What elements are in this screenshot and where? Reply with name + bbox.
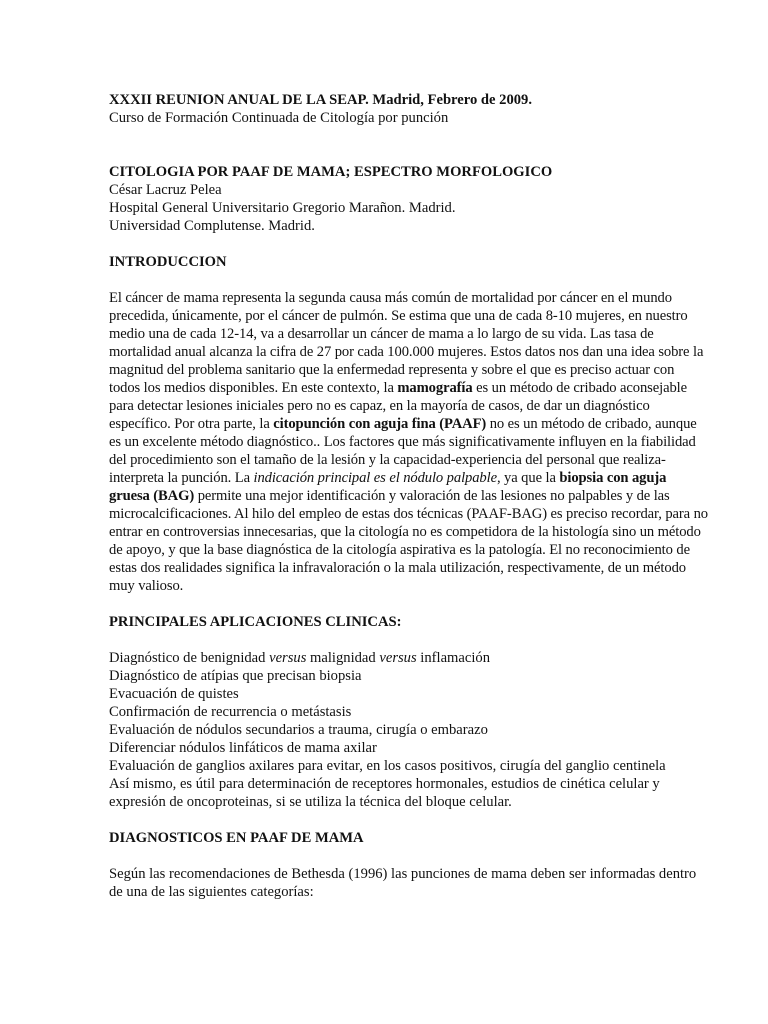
affiliation-university: Universidad Complutense. Madrid.	[109, 218, 315, 234]
application-item-8: Así mismo, es útil para determinación de receptores hormonales, estudios de cinética celular y expresión de oncoproteinas, si se utiliza la técnica del bloque celular.	[109, 776, 660, 810]
application-item-3: Evacuación de quistes	[109, 686, 239, 702]
term-bag: biopsia con aguja gruesa (BAG)	[109, 470, 667, 504]
intro-paragraph	[109, 289, 708, 595]
intro-text-5: permite una mejor identificación y valoración de las lesiones no palpables y de las microcalcificaciones. Al hilo del empleo de estas dos técnicas (PAAF-BAG) es preciso recordar, para no entrar en controversias innecesarias, que la citología no es competidora de la histología sino un método de apoyo, y que la base diagnóstica de la citología aspirativa es la patología. El no reconocimiento de estas dos realidades significa la infravaloración o la mala utilización, respectivamente, de un método muy valioso.	[109, 488, 708, 594]
intro-text-2: es un método de cribado aconsejable para detectar lesiones iniciales pero no es capaz, en la mayoría de casos, de dar un diagnóstico específico. Por otra parte, la	[109, 380, 687, 432]
intro-text-3: no es un método de cribado, aunque es un excelente método diagnóstico.. Los factores que más significativamente influyen en la fiabilidad del procedimiento son el tamaño de la lesión y la capacidad-experiencia del personal que realiza-interpreta la punción. La	[109, 416, 697, 486]
application-item-1-text-b: malignidad	[306, 650, 380, 666]
application-item-1	[109, 649, 708, 667]
article-title: CITOLOGIA POR PAAF DE MAMA; ESPECTRO MORFOLOGICO	[109, 164, 553, 180]
section-heading-aplicaciones: PRINCIPALES APLICACIONES CLINICAS:	[109, 614, 402, 630]
application-item-5: Evaluación de nódulos secundarios a trauma, cirugía o embarazo	[109, 722, 488, 738]
versus-1: versus	[269, 650, 307, 666]
term-indicacion: indicación principal es el nódulo palpable	[253, 470, 497, 486]
application-item-7: Evaluación de ganglios axilares para evitar, en los casos positivos, cirugía del ganglio centinela	[109, 758, 666, 774]
intro-text-1: El cáncer de mama representa la segunda causa más común de mortalidad por cáncer en el mundo precedida, únicamente, por el cáncer de pulmón. Se estima que una de cada 8-10 mujeres, en nuestro medio una de cada 12-14, va a desarrollar un cáncer de mama a lo largo de su vida. Las tasa de mortalidad anual alcanza la cifra de 27 por cada 100.000 mujeres. Estos datos nos dan una idea sobre la magnitud del problema sanitario que la enfermedad representa y sobre el que es preciso actuar con todos los medios disponibles. En este contexto, la	[109, 290, 704, 396]
section-heading-diagnosticos: DIAGNOSTICOS EN PAAF DE MAMA	[109, 830, 364, 846]
versus-2: versus	[379, 650, 417, 666]
section-heading-introduccion: INTRODUCCION	[109, 254, 227, 270]
diagnostics-paragraph: Según las recomendaciones de Bethesda (1996) las punciones de mama deben ser informadas dentro de una de las siguientes categorías:	[109, 866, 697, 900]
intro-text-4: , ya que la	[496, 470, 560, 486]
affiliation-hospital: Hospital General Universitario Gregorio Marañon. Madrid.	[109, 200, 456, 216]
term-mamografia: mamografía	[397, 380, 473, 396]
application-item-4: Confirmación de recurrencia o metástasis	[109, 704, 352, 720]
course-subtitle: Curso de Formación Continuada de Citología por punción	[109, 110, 449, 126]
application-item-6: Diferenciar nódulos linfáticos de mama axilar	[109, 740, 377, 756]
application-item-2: Diagnóstico de atípias que precisan biopsia	[109, 668, 362, 684]
author-name: César Lacruz Pelea	[109, 182, 222, 198]
meeting-title: XXXII REUNION ANUAL DE LA SEAP. Madrid, Febrero de 2009.	[109, 92, 532, 108]
application-item-1-text-a: Diagnóstico de benignidad	[109, 650, 270, 666]
term-paaf: citopunción con aguja fina (PAAF)	[273, 416, 487, 432]
application-item-1-text-c: inflamación	[416, 650, 491, 666]
